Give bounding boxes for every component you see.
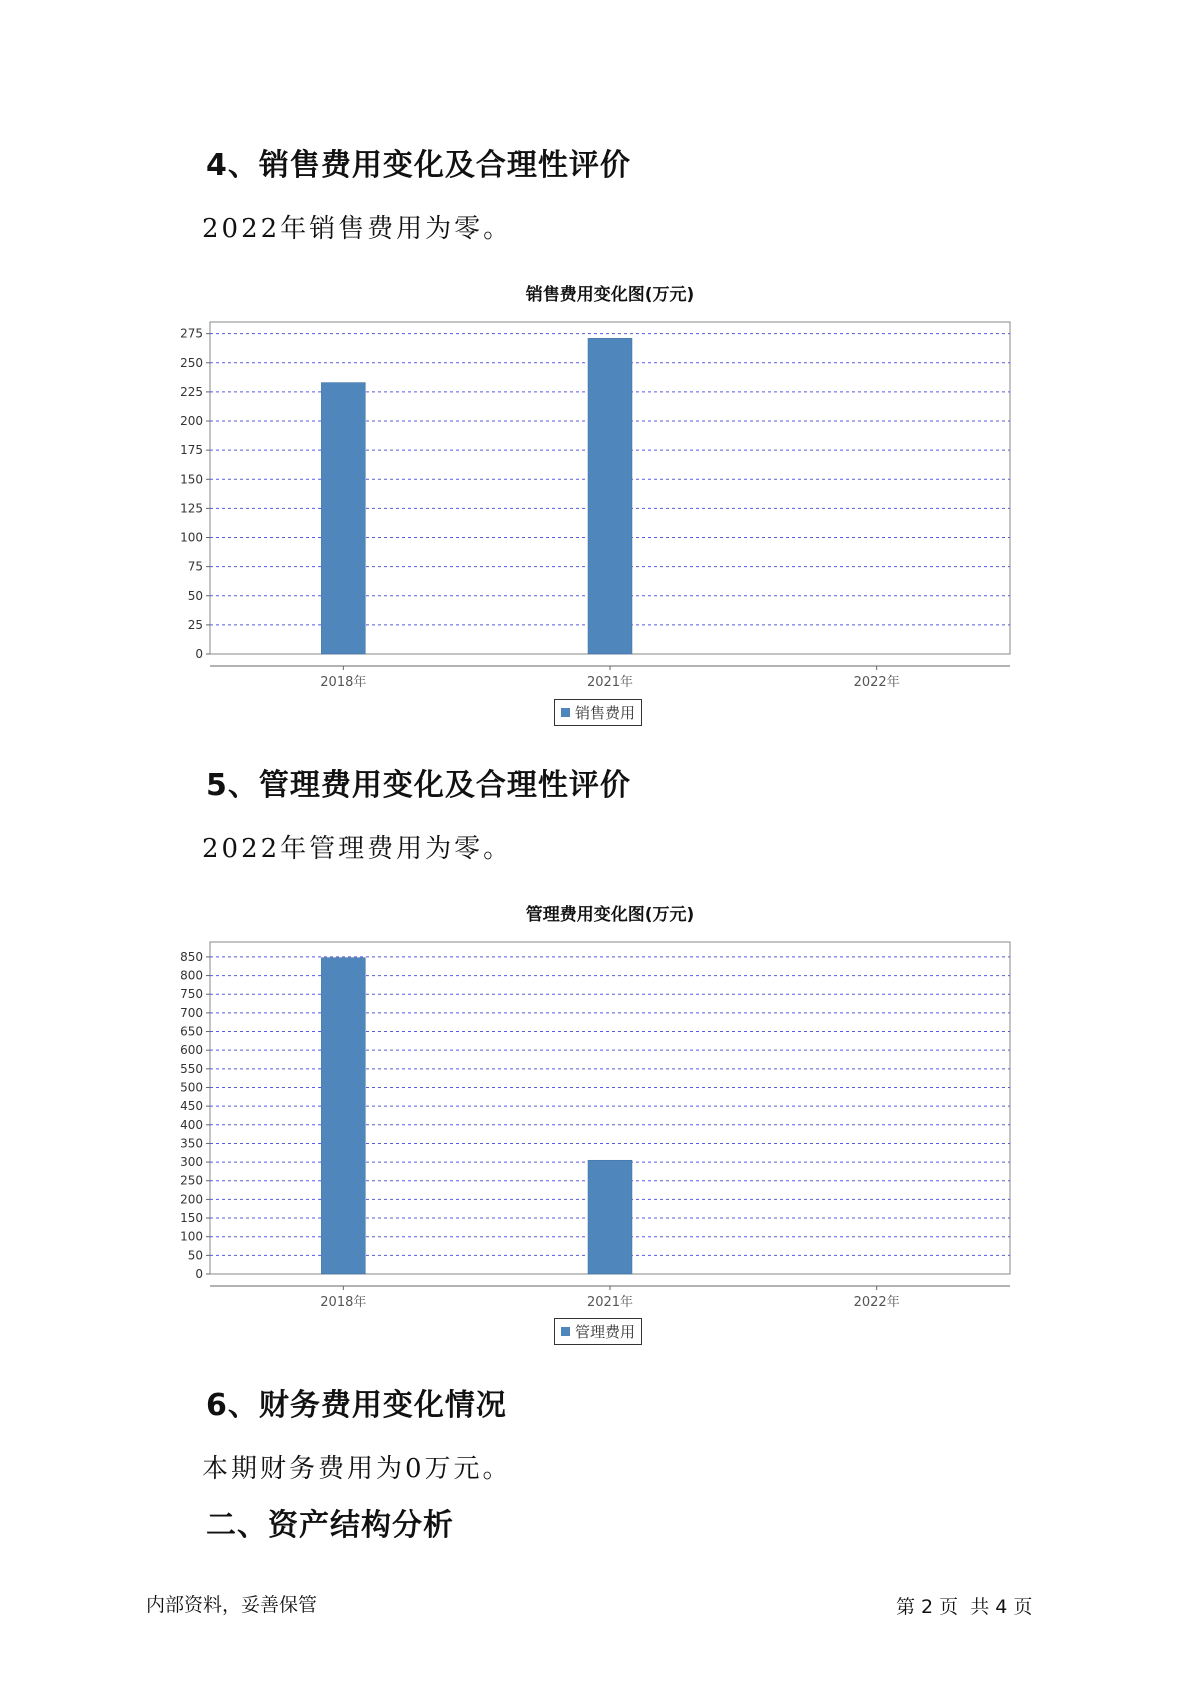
y-tick-label: 800 xyxy=(180,968,203,983)
y-tick-label: 150 xyxy=(180,1211,203,1226)
y-tick-label: 200 xyxy=(180,1192,203,1207)
y-tick-label: 250 xyxy=(180,355,203,370)
y-tick-label: 200 xyxy=(180,414,203,429)
y-tick-label: 700 xyxy=(180,1005,203,1020)
y-tick-label: 450 xyxy=(180,1099,203,1114)
x-tick-label: 2018年 xyxy=(320,1295,367,1310)
y-tick-label: 600 xyxy=(180,1043,203,1058)
y-tick-label: 75 xyxy=(187,559,203,574)
y-tick-label: 275 xyxy=(180,326,203,341)
y-tick-label: 350 xyxy=(180,1136,203,1151)
admin-expense-chart xyxy=(150,930,1030,1310)
legend-label: 管理费用 xyxy=(575,1323,636,1341)
y-tick-label: 300 xyxy=(180,1155,203,1170)
chart-2-legend xyxy=(554,1318,642,1345)
section-asset-structure-heading: 二、资产结构分析 xyxy=(206,1508,454,1543)
y-tick-label: 50 xyxy=(187,588,203,603)
section-4-text: 2022年销售费用为零。 xyxy=(202,214,513,244)
y-tick-label: 225 xyxy=(180,384,203,399)
y-tick-label: 175 xyxy=(180,443,203,458)
bar xyxy=(588,338,632,654)
y-tick-label: 50 xyxy=(187,1248,203,1263)
chart-2-title: 管理费用变化图(万元) xyxy=(525,905,695,925)
legend-swatch xyxy=(561,708,570,717)
y-tick-label: 125 xyxy=(180,501,203,516)
y-tick-label: 750 xyxy=(180,987,203,1002)
x-tick-label: 2021年 xyxy=(586,1295,634,1310)
bar xyxy=(321,958,365,1274)
section-4-heading: 4、销售费用变化及合理性评价 xyxy=(206,148,631,183)
y-tick-label: 150 xyxy=(180,472,203,487)
chart-1-legend xyxy=(554,699,642,726)
section-6-text: 本期财务费用为0万元。 xyxy=(202,1454,512,1484)
x-tick-label: 2022年 xyxy=(853,675,900,690)
footer-confidential-note: 内部资料，妥善保管 xyxy=(146,1594,318,1616)
bar xyxy=(588,1160,632,1274)
y-tick-label: 500 xyxy=(180,1080,203,1095)
section-6-heading: 6、财务费用变化情况 xyxy=(206,1388,507,1423)
y-tick-label: 250 xyxy=(180,1173,203,1188)
bar xyxy=(321,383,365,654)
section-5-heading: 5、管理费用变化及合理性评价 xyxy=(206,768,631,803)
legend-label: 销售费用 xyxy=(575,704,636,722)
y-tick-label: 650 xyxy=(180,1024,203,1039)
x-tick-label: 2021年 xyxy=(586,675,634,690)
x-tick-label: 2018年 xyxy=(320,675,367,690)
legend-swatch xyxy=(561,1327,570,1336)
y-tick-label: 400 xyxy=(180,1117,203,1132)
y-tick-label: 0 xyxy=(195,1267,203,1281)
x-tick-label: 2022年 xyxy=(853,1295,900,1310)
y-tick-label: 100 xyxy=(180,1229,203,1244)
y-tick-label: 100 xyxy=(180,530,203,545)
footer-page-number: 第 2 页 共 4 页 xyxy=(896,1596,1033,1618)
y-tick-label: 550 xyxy=(180,1061,203,1076)
chart-1-title: 销售费用变化图(万元) xyxy=(525,285,695,305)
section-5-text: 2022年管理费用为零。 xyxy=(202,834,513,864)
y-tick-label: 850 xyxy=(180,949,203,964)
sales-expense-chart xyxy=(150,310,1030,690)
y-tick-label: 25 xyxy=(187,617,203,632)
y-tick-label: 0 xyxy=(195,647,203,661)
